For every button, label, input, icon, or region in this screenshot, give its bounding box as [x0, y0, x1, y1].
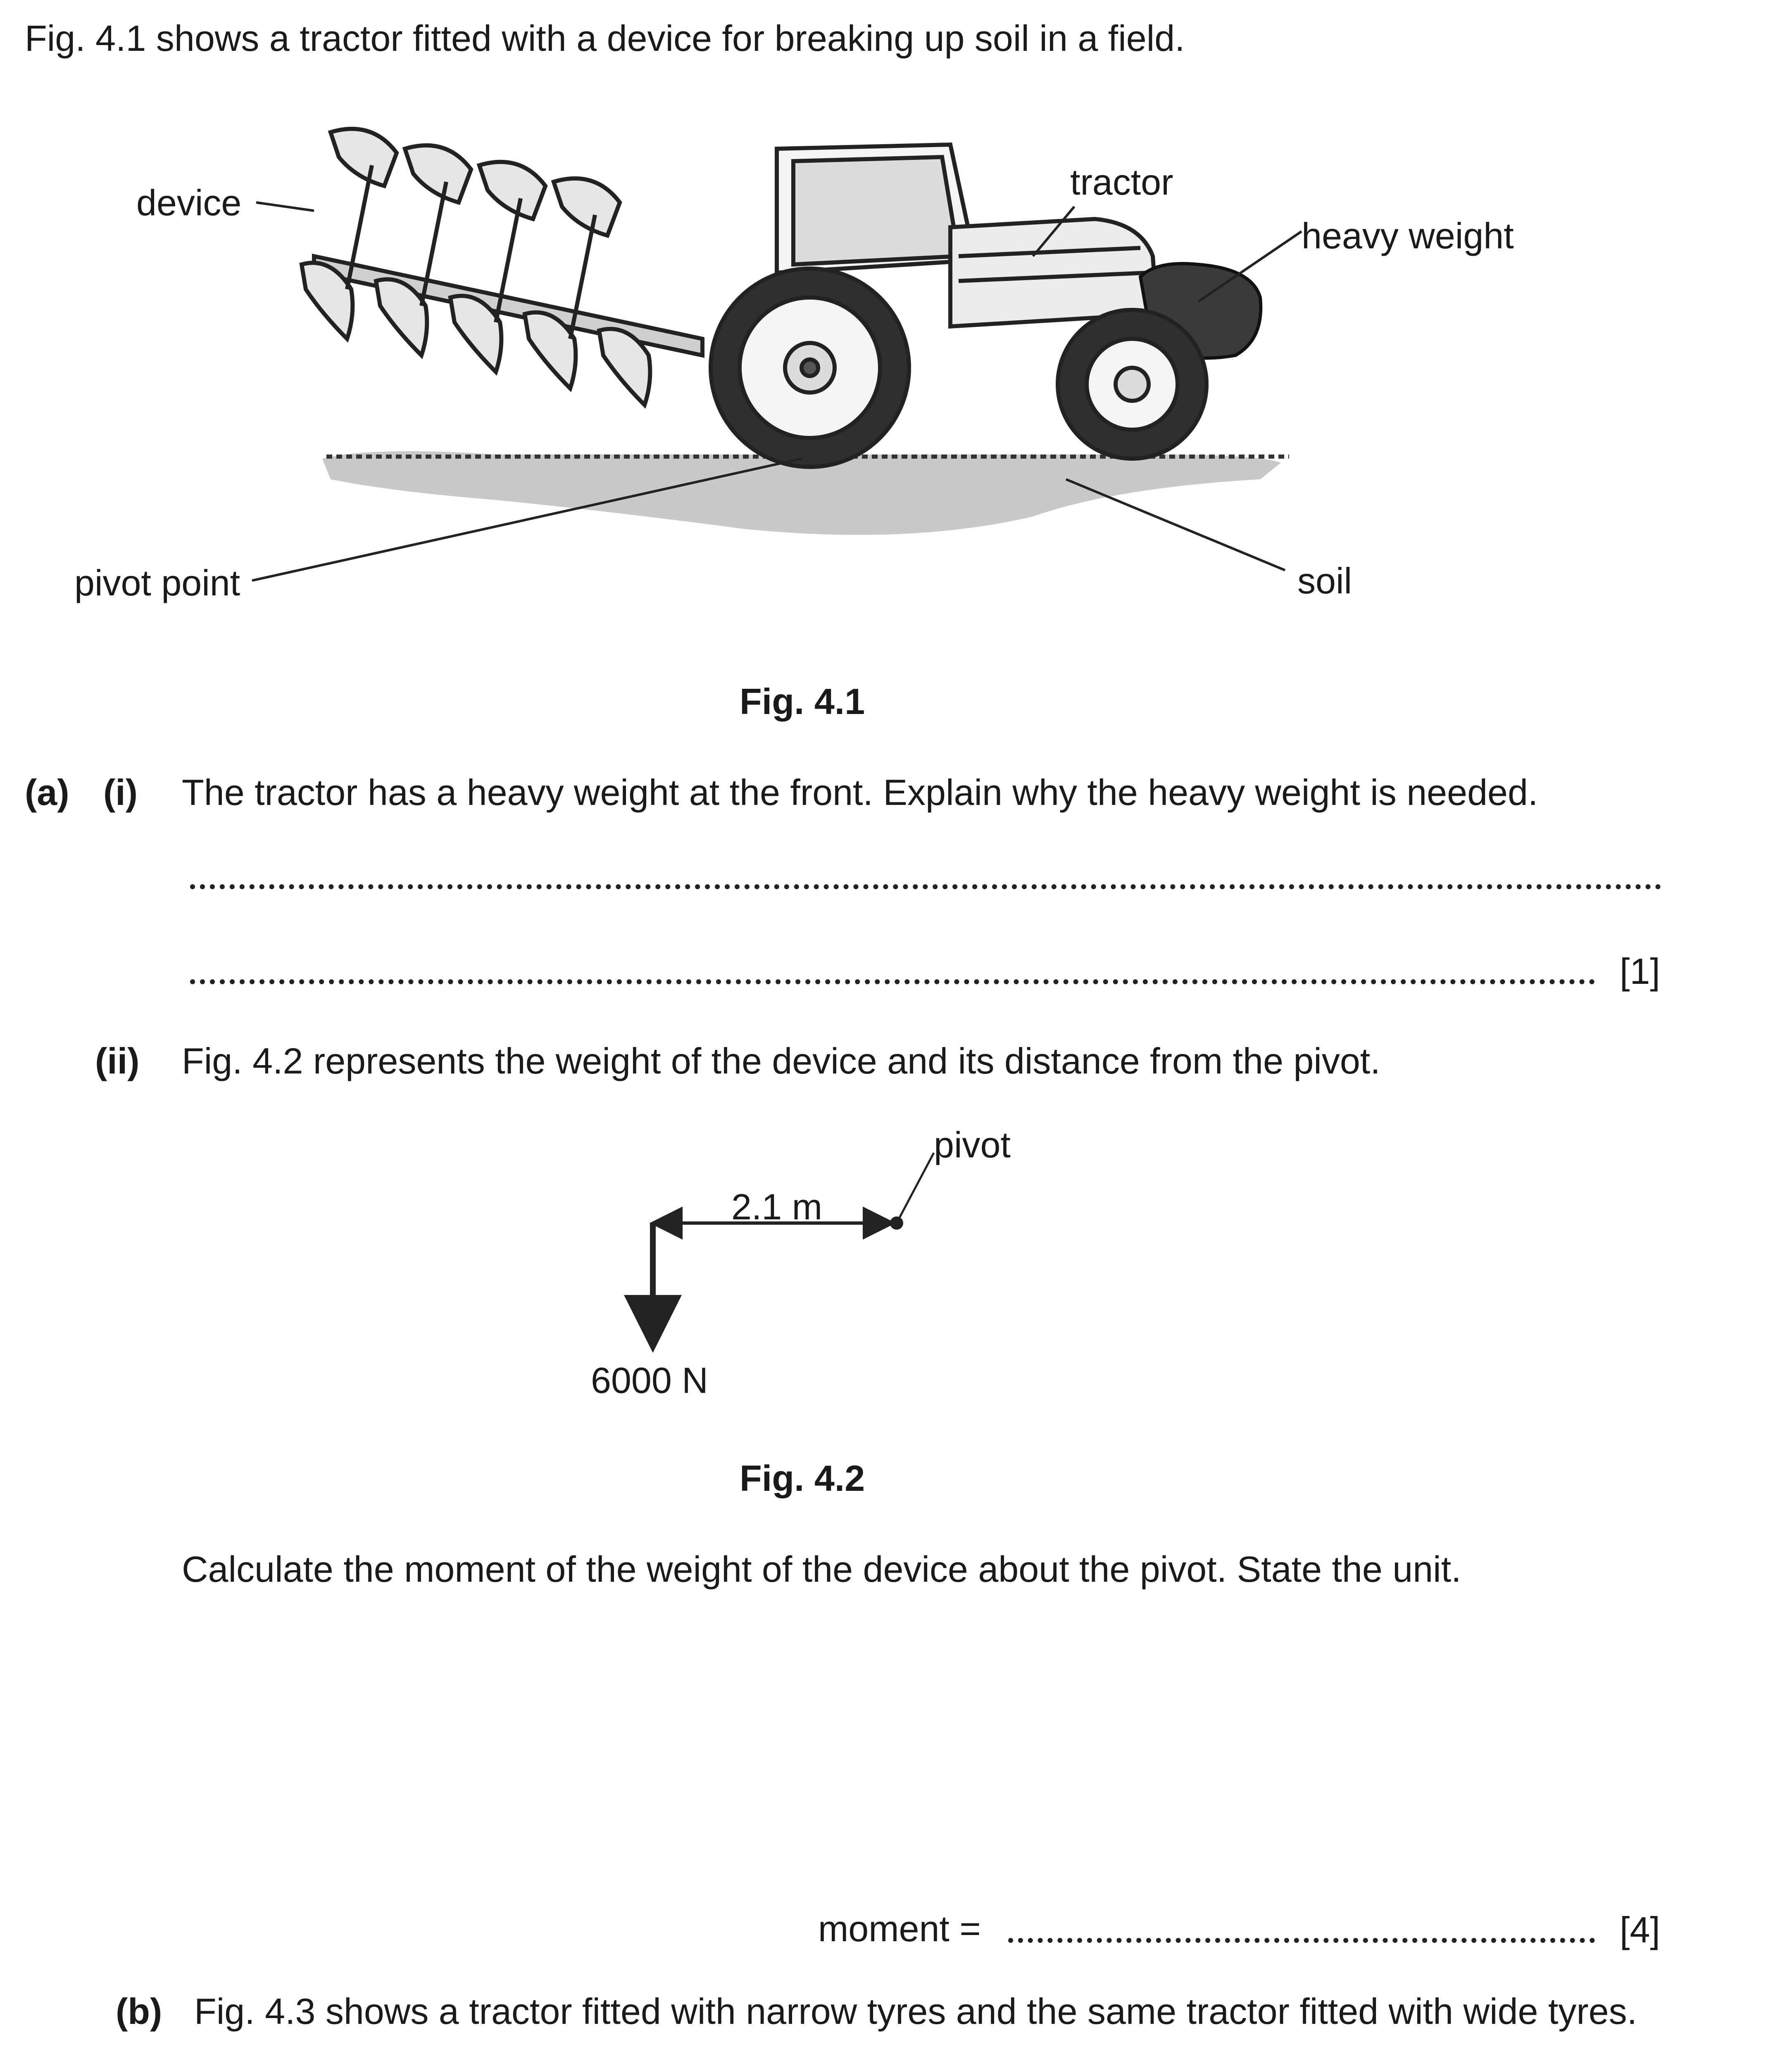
label-heavy-weight: heavy weight: [1302, 215, 1514, 256]
moment-answer-line[interactable]: [1008, 1938, 1595, 1943]
fig-4-2-pivot-label: pivot: [934, 1124, 1011, 1165]
part-a-i-question: The tractor has a heavy weight at the front. Explain why the heavy weight is needed.: [182, 772, 1538, 813]
part-b-label: (b): [116, 1991, 162, 2032]
fig-4-2-force-label: 6000 N: [591, 1360, 708, 1401]
part-a-i-label: (i): [103, 772, 138, 813]
part-a-ii-intro: Fig. 4.2 represents the weight of the device and its distance from the pivot.: [182, 1040, 1380, 1081]
label-device: device: [136, 182, 242, 223]
marks-a-i: [1]: [1620, 951, 1660, 992]
fig-4-2-distance-label: 2.1 m: [731, 1186, 823, 1227]
intro-text: Fig. 4.1 shows a tractor fitted with a device for breaking up soil in a field.: [25, 18, 1185, 59]
plough-device-shape: [302, 129, 702, 405]
front-wheel-shape: [1058, 310, 1207, 459]
part-a-label: (a): [25, 772, 69, 813]
rear-wheel-shape: [711, 269, 909, 467]
answer-line-a-i-1[interactable]: [190, 884, 1661, 889]
part-b-intro: Fig. 4.3 shows a tractor fitted with narrow tyres and the same tractor fitted with wide tyres.: [194, 1991, 1637, 2032]
label-soil: soil: [1297, 560, 1352, 601]
answer-line-a-i-2[interactable]: [190, 979, 1595, 984]
marks-a-ii: [4]: [1620, 1909, 1660, 1950]
moment-answer-label: moment =: [818, 1908, 981, 1949]
label-tractor: tractor: [1070, 162, 1173, 202]
part-a-ii-label: (ii): [95, 1040, 140, 1081]
fig-4-1-tractor-illustration: [0, 83, 1792, 620]
fig-4-1-caption: Fig. 4.1: [740, 681, 865, 722]
part-a-ii-question: Calculate the moment of the weight of the device about the pivot. State the unit.: [182, 1549, 1461, 1590]
fig-4-2-caption: Fig. 4.2: [740, 1458, 865, 1499]
label-pivot-point: pivot point: [74, 562, 240, 603]
